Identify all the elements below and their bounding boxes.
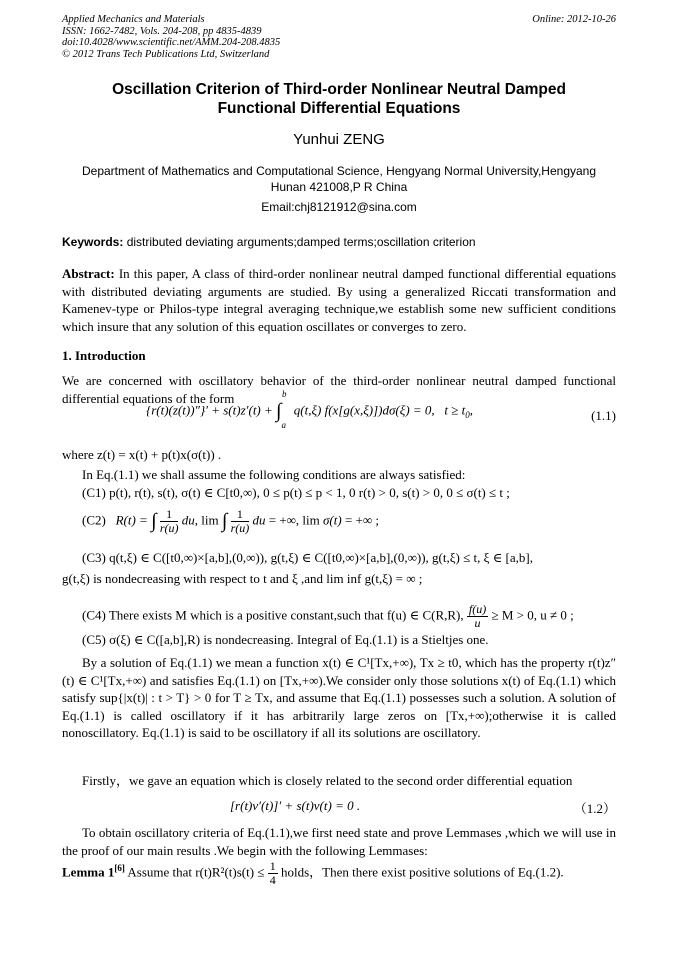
equation-1-1: $\{r(t)(z(t))''\}' + s(t)z'(t) + \int_a^b$ q(t,ξ) f(x[g(x,ξ)])dσ(ξ) = 0, $t \ge t_0$,: [146, 389, 474, 431]
condition-c2: (C2) R(t) = ∫ $\frac{1}{r(u)}$ du, lim ∫ $\frac{1}{r(u)}$ du = +∞, lim σ(t) = +∞ ;: [82, 507, 379, 535]
lemma-1-ref: [6]: [114, 863, 125, 874]
intro-paragraph: We are concerned with oscillatory behavior of the third-order nonlinear neutral damped functional differential equations of the form: [62, 373, 616, 406]
equation-1-2-number: （1.2）: [573, 801, 616, 816]
email: Email:chj8121912@sina.com: [261, 200, 417, 214]
journal-header: [62, 14, 280, 60]
fraction-1-over-ru: $\frac{1}{r(u)}$: [159, 507, 179, 535]
assume-line: In Eq.(1.1) we shall assume the following conditions are always satisfied:: [82, 467, 466, 482]
fraction-denominator: 4: [269, 873, 276, 887]
issn-line: ISSN: 1662-7482, Vols. 204-208, pp 4835-4839: [62, 25, 262, 37]
solution-paragraph: By a solution of Eq.(1.1) we mean a function x(t) ∈ C¹[Tx,+∞), Tx ≥ t0, which has the property r(t)z″(t) ∈ C¹[Tx,+∞) and satisfies Eq.(1.1) on [Tx,+∞).We consider only those solutions x(t) of Eq.(1.1) which satisfy sup{|x(t)| : t > T} > 0 for T ≥ Tx, and assume that Eq.(1.1) possesses such a solution. A solution of Eq.(1.1) is called oscillatory if it has arbitrarily large zeros on [Tx,+∞);otherwise it is called nonoscillatory. Eq.(1.1) is said to be oscillatory if all its solutions are oscillatory.: [62, 655, 616, 740]
fraction-numerator: 1: [269, 859, 276, 873]
condition-c1: (C1) p(t), r(t), s(t), σ(t) ∈ C[t0,∞), 0 ≤ p(t) ≤ p < 1, 0 r(t) > 0, s(t) > 0, 0 ≤ σ(t) ≤ t ;: [82, 485, 510, 500]
condition-c4: [82, 603, 574, 630]
affiliation-line-1: Department of Mathematics and Computational Science, Hengyang Normal University,Hengyang: [81, 164, 597, 178]
condition-c4-tail: ≥ M > 0, u ≠ 0 ;: [491, 607, 574, 623]
lemma-1: [62, 860, 616, 887]
abstract: [62, 265, 616, 335]
section-heading: 1. Introduction: [62, 348, 146, 363]
copyright-line: © 2012 Trans Tech Publications Ltd, Switzerland: [62, 48, 270, 60]
condition-c5: (C5) σ(ξ) ∈ C([a,b],R) is nondecreasing. Integral of Eq.(1.1) is a Stieltjes one.: [82, 632, 489, 647]
equation-1-2: [r(t)v′(t)]′ + s(t)v(t) = 0 .: [230, 798, 361, 813]
online-date: Online: 2012-10-26: [532, 14, 616, 25]
keywords-label: Keywords:: [62, 235, 124, 249]
title-line-1: Oscillation Criterion of Third-order Nonlinear Neutral Damped: [112, 81, 566, 98]
affiliation: [62, 163, 616, 195]
journal-name: Applied Mechanics and Materials: [62, 14, 205, 25]
condition-c4-text: (C4) There exists M which is a positive constant,such that f(u) ∈ C(R,R),: [82, 607, 464, 623]
equation-1-1-number: (1.1): [591, 408, 616, 423]
lemmas-paragraph: To obtain oscillatory criteria of Eq.(1.1),we first need state and prove Lemmases ,which we will use in the proof of our main results .We begin with the following Lemmases:: [62, 825, 616, 858]
abstract-text: In this paper, A class of third-order nonlinear neutral damped functional differential equations with distributed deviating arguments are studied. By using a generalized Riccati transformation and Kamenev-type or Philos-type integral averaging technique,we establish some new sufficient conditions which insure that any solution of this equation oscillates or converges to zero.: [62, 266, 617, 334]
author-name: Yunhui ZENG: [293, 131, 385, 148]
condition-c2-label: (C2): [82, 512, 106, 528]
fraction-fu-over-u: $\frac{f(u)}{u}$: [468, 602, 487, 630]
condition-c3: (C3) q(t,ξ) ∈ C([t0,∞)×[a,b],(0,∞)), g(t,ξ) ∈ C([t0,∞)×[a,b],(0,∞)), g(t,ξ) ≤ t, ξ ∈ [a,b],: [82, 550, 533, 565]
abstract-label: Abstract:: [62, 266, 115, 281]
paper-title: [62, 80, 616, 118]
affiliation-line-2: Hunan 421008,P R China: [270, 180, 408, 194]
fraction-1-over-ru-2: $\frac{1}{r(u)}$: [230, 507, 250, 535]
keywords: [62, 235, 616, 249]
lemma-1-label: Lemma 1: [62, 864, 115, 880]
doi-line: doi:10.4028/www.scientific.net/AMM.204-208.4835: [62, 37, 281, 48]
keywords-text: distributed deviating arguments;damped terms;oscillation criterion: [126, 235, 476, 249]
title-line-2: Functional Differential Equations: [217, 100, 461, 117]
condition-c3-continued: g(t,ξ) is nondecreasing with respect to t and ξ ,and lim inf g(t,ξ) = ∞ ;: [62, 571, 423, 586]
fraction-one-quarter: [268, 860, 278, 887]
where-line: where z(t) = x(t) + p(t)x(σ(t)) .: [62, 447, 222, 462]
firstly-line: Firstly，we gave an equation which is closely related to the second order differential equation: [82, 773, 573, 788]
lemma-1-condition: Assume that r(t)R²(t)s(t) ≤: [127, 864, 265, 880]
lemma-1-conclusion: holds，Then there exist positive solutions of Eq.(1.2).: [280, 864, 564, 880]
